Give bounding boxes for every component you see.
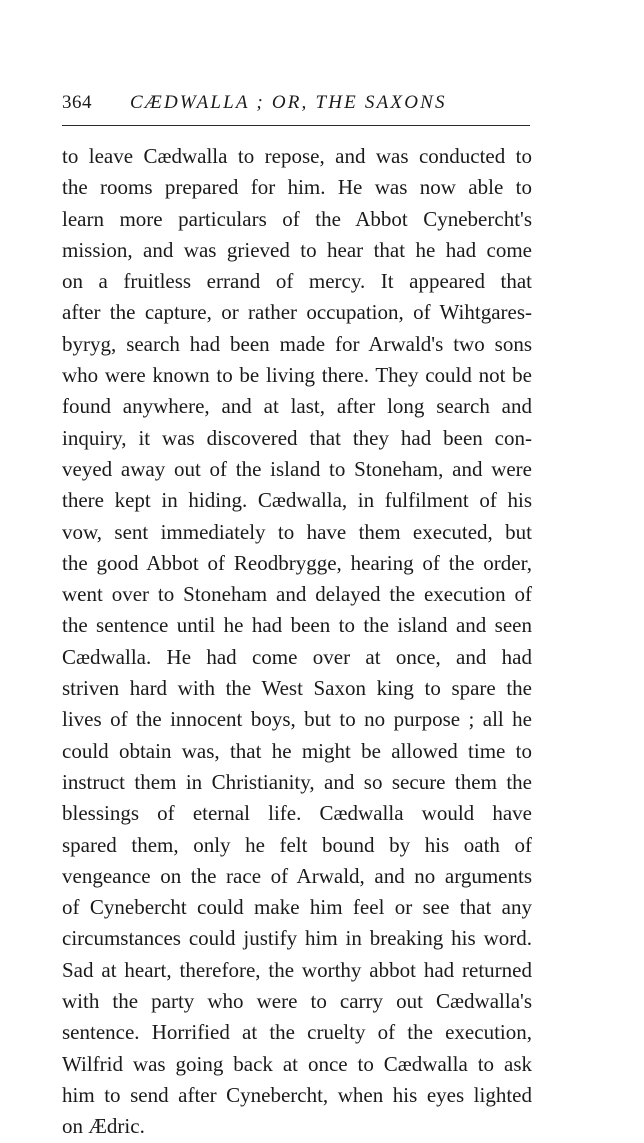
text-line: to leave Cædwalla to repose, and was conducted to (62, 144, 532, 168)
text-line: sentence. Horrified at the cruelty of the execution, (62, 1020, 532, 1045)
text-line: could obtain was, that he might be allowed time to (62, 738, 532, 763)
text-line: byryg, search had been made for Arwald's two sons (62, 331, 532, 356)
text-line: vengeance on the race of Arwald, and no arguments (62, 863, 532, 888)
text-line: him to send after Cynebercht, when his eyes lighted (62, 1082, 532, 1107)
text-line: the sentence until he had been to the island and seen (62, 613, 532, 638)
text-line: went over to Stoneham and delayed the execution of (62, 582, 532, 607)
text-line: blessings of eternal life. Cædwalla would have (62, 801, 532, 826)
text-line: on a fruitless errand of mercy. It appeared that (62, 269, 532, 294)
text-line: mission, and was grieved to hear that he had come (62, 237, 532, 262)
text-line: spared them, only he felt bound by his oath of (62, 832, 532, 857)
text-line: vow, sent immediately to have them executed, but (62, 519, 532, 544)
text-line: on Ædric. (62, 1114, 145, 1139)
text-line: lives of the innocent boys, but to no purpose ; all he (62, 707, 532, 732)
text-line: Wilfrid was going back at once to Cædwalla to ask (62, 1051, 532, 1076)
text-line: found anywhere, and at last, after long search and (62, 394, 532, 419)
text-line: Sad at heart, therefore, the worthy abbot had returned (62, 957, 532, 982)
text-line: striven hard with the West Saxon king to spare the (62, 676, 532, 701)
text-line: the rooms prepared for him. He was now able to (62, 175, 532, 200)
text-line: veyed away out of the island to Stoneham, and were (62, 456, 532, 481)
header-rule (62, 125, 530, 126)
text-line: with the party who were to carry out Cædwalla's (62, 989, 532, 1014)
text-line: who were known to be living there. They could not be (62, 363, 532, 388)
text-line: learn more particulars of the Abbot Cynebercht's (62, 206, 532, 231)
text-line: instruct them in Christianity, and so secure them the (62, 769, 532, 794)
text-line: Cædwalla. He had come over at once, and had (62, 644, 532, 669)
text-line: there kept in hiding. Cædwalla, in fulfilment of his (62, 488, 532, 513)
text-line: the good Abbot of Reodbrygge, hearing of the order, (62, 550, 532, 575)
running-title: CÆDWALLA ; OR, THE SAXONS (130, 92, 447, 113)
page-number: 364 (62, 92, 92, 113)
text-line: of Cynebercht could make him feel or see that any (62, 895, 532, 920)
text-line: inquiry, it was discovered that they had been con- (62, 425, 532, 450)
text-line: after the capture, or rather occupation, of Wihtgares- (62, 300, 532, 325)
running-head (62, 92, 532, 122)
body-text (62, 141, 532, 1143)
text-line: circumstances could justify him in breaking his word. (62, 926, 532, 951)
